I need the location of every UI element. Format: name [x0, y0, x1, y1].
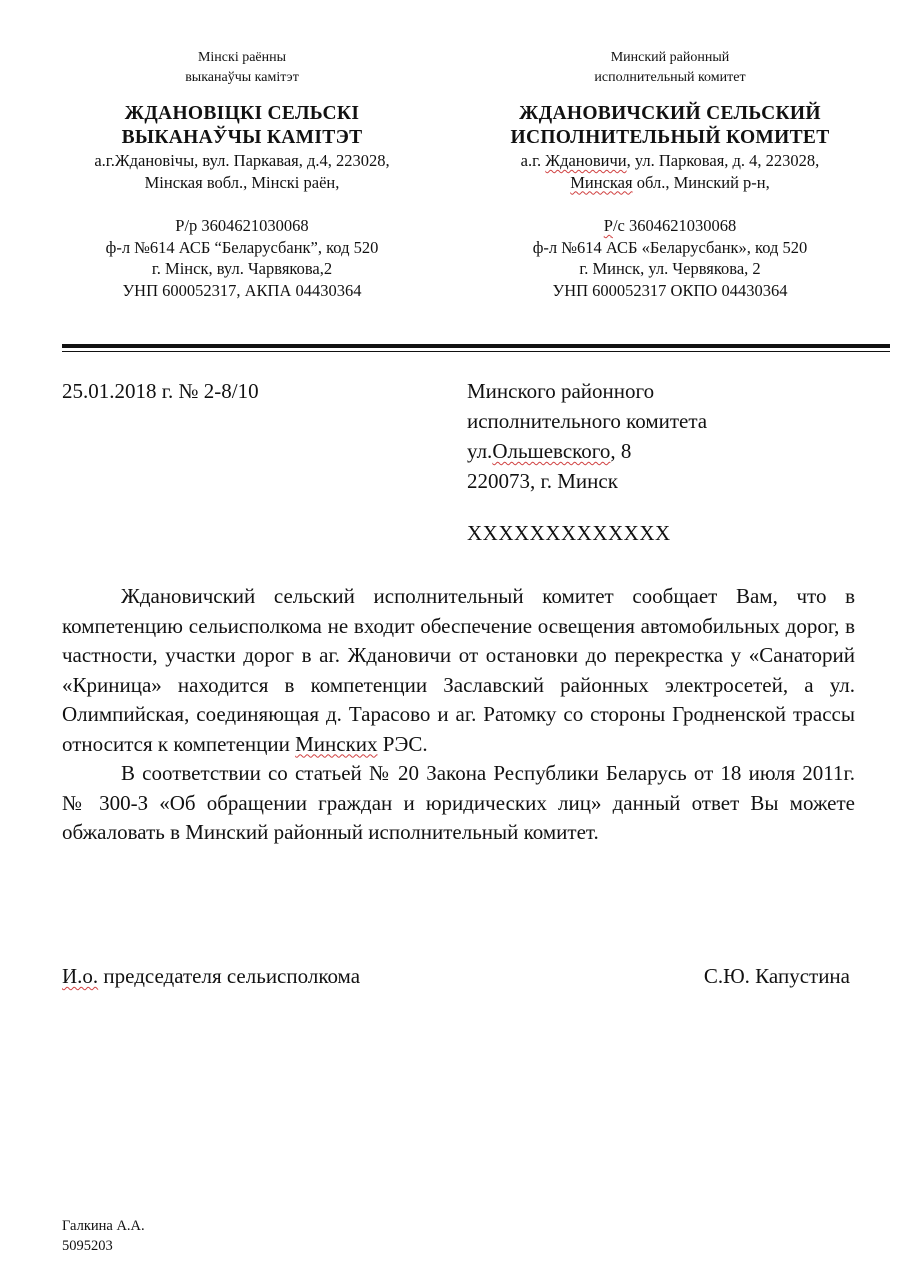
address-district: обл., Минский р-н, — [632, 172, 770, 192]
bank-branch: ф-л №614 АСБ “Беларусбанк”, код 520 — [105, 237, 379, 257]
address-line-2: Мінская вобл., Мінскі раён, — [144, 172, 340, 192]
authority-line-2: исполнительный комитет — [594, 70, 746, 85]
paragraph-1-highlight: Минских — [295, 731, 378, 756]
signer-title — [62, 962, 360, 990]
authority-line-2: выканаўчы камітэт — [185, 70, 299, 85]
body-paragraph-2: В соответствии со статьей № 20 Закона Республики Беларусь от 18 июля 2011г. № 300-З «Об обращении граждан и юридических лиц» данный ответ Вы можете обжаловать в Минский районный исполнительный комитет. — [62, 761, 855, 844]
address-line-2 — [480, 172, 860, 194]
account-number: Р/р 3604621030068 — [175, 216, 309, 235]
account-number — [480, 215, 860, 237]
letter-body — [62, 582, 855, 848]
signer-name: С.Ю. Капустина — [703, 964, 850, 988]
addressee-name: XXXXXXXXXXXXX — [467, 521, 671, 545]
bank-branch: ф-л №614 АСБ «Беларусбанк», код 520 — [532, 237, 808, 257]
address-settlement: Ждановичи — [545, 151, 627, 170]
org-ids: УНП 600052317 ОКПО 04430364 — [552, 280, 788, 300]
recipient-block — [467, 376, 887, 496]
recipient-line-1: Минского районного — [467, 379, 655, 403]
address-prefix: а.г. — [520, 151, 546, 170]
address-region: Минская — [570, 172, 633, 192]
organization-name-line-2: ВЫКАНАЎЧЫ КАМІТЭТ — [121, 127, 363, 148]
letterhead-belarusian — [62, 48, 422, 301]
bank-address: г. Минск, ул. Червякова, 2 — [579, 259, 761, 278]
recipient-street-name: Ольшевского — [492, 439, 611, 463]
executor-name: Галкина А.А. — [62, 1218, 145, 1234]
address-street: , ул. Парковая, д. 4, 223028, — [626, 151, 820, 170]
recipient-street-prefix: ул. — [467, 439, 493, 463]
letterhead-russian — [480, 48, 860, 301]
signature-block — [62, 962, 850, 990]
body-paragraph-1 — [62, 582, 855, 759]
organization-name — [480, 102, 860, 150]
bank-address: г. Мінск, вул. Чарвякова,2 — [151, 259, 333, 278]
organization-name — [62, 102, 422, 150]
authority-line-1: Мінскі раённы — [197, 50, 287, 65]
signer-title-abbrev: И.о. — [62, 964, 99, 988]
recipient-house-number: , 8 — [610, 439, 632, 463]
paragraph-1-text: Ждановичский сельский исполнительный комитет сообщает Вам, что в компетенцию сельисполкома не входит обеспечение освещения автомобильных дорог, в частности, участки дорог в аг. Ждановичи от остановки до перекрестка у «Санаторий «Криница» находится в компетенции Заславский районных электросетей, а ул. Олимпийская, соединяющая д. Тарасово и аг. Ратомку со стороны Гродненской трассы относится к компетенции — [62, 584, 855, 756]
bank-details — [62, 215, 422, 301]
address-line-1: а.г.Ждановічы, вул. Паркавая, д.4, 223028, — [94, 151, 390, 170]
header-divider-thin — [62, 351, 890, 352]
letter-date-number: 25.01.2018 г. № 2-8/10 — [62, 379, 259, 403]
authority-line-1: Минский районный — [610, 50, 730, 65]
account-value: /с 3604621030068 — [612, 216, 737, 235]
recipient-line-2: исполнительного комитета — [467, 409, 708, 433]
org-ids: УНП 600052317, АКПА 04430364 — [122, 280, 362, 300]
header-divider-thick — [62, 344, 890, 348]
organization-name-line-1: ЖДАНОВІЦКІ СЕЛЬСКІ — [124, 103, 360, 124]
organization-name-line-2: ИСПОЛНИТЕЛЬНЫЙ КОМИТЕТ — [510, 127, 830, 148]
account-prefix: Р — [603, 216, 613, 235]
bank-details — [480, 215, 860, 301]
recipient-line-4: 220073, г. Минск — [467, 469, 618, 493]
organization-name-line-1: ЖДАНОВИЧСКИЙ СЕЛЬСКИЙ — [519, 103, 821, 124]
executor-info — [62, 1216, 145, 1256]
executor-phone: 5095203 — [62, 1238, 113, 1254]
signer-title-text: председателя сельисполкома — [98, 964, 361, 988]
paragraph-1-end: РЭС. — [377, 731, 428, 756]
address-line-1 — [480, 150, 860, 172]
recipient-line-3 — [467, 436, 887, 466]
